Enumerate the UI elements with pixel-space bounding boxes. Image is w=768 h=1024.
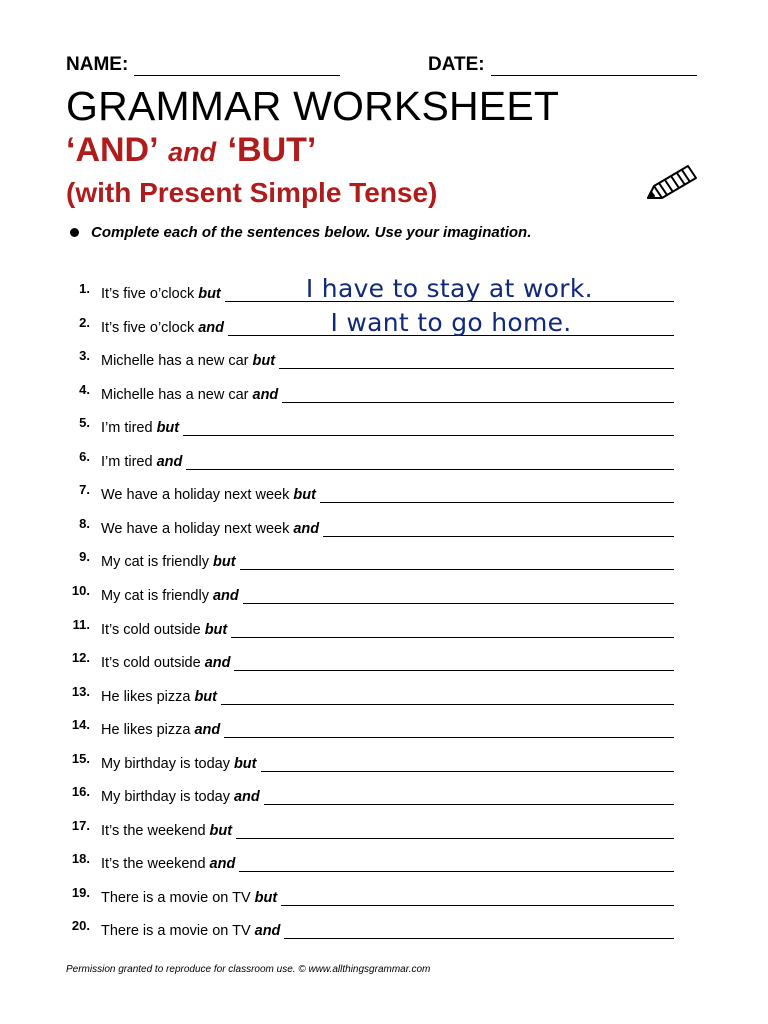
question-number: 18. (71, 851, 90, 867)
question-stem: It’s five o’clock (101, 319, 195, 336)
question-number: 17. (71, 817, 90, 833)
answer-line[interactable] (323, 520, 674, 537)
name-label: NAME: (66, 54, 129, 75)
question-conjunction: but (209, 822, 233, 839)
question-row (60, 481, 674, 503)
question-conjunction: and (252, 386, 279, 403)
question-number: 15. (71, 750, 90, 766)
question-stem: It’s cold outside (101, 655, 201, 672)
question-conjunction: and (233, 789, 260, 806)
question-row (60, 414, 674, 436)
answer-line[interactable] (224, 721, 674, 738)
answer-line[interactable] (240, 553, 674, 570)
name-field (66, 54, 340, 76)
question-conjunction: but (194, 688, 217, 705)
question-stem: It’s five o’clock (101, 286, 195, 302)
question-conjunction: but (252, 353, 276, 370)
question-row (60, 381, 674, 403)
header-row (66, 54, 706, 78)
question-stem: He likes pizza (101, 688, 191, 705)
instruction-text: Complete each of the sentences below. Use your imagination. (91, 224, 532, 241)
question-number: 4. (79, 381, 90, 397)
question-stem: My birthday is today (101, 789, 230, 806)
question-conjunction: but (156, 420, 180, 437)
worksheet-title: GRAMMAR WORKSHEET (66, 83, 560, 129)
question-conjunction: but (212, 554, 236, 571)
question-conjunction: but (198, 286, 221, 302)
answer-line[interactable] (320, 486, 674, 503)
question-row (60, 307, 674, 337)
question-conjunction: but (233, 755, 257, 772)
question-number: 11. (72, 616, 90, 632)
question-stem: My cat is friendly (101, 554, 209, 571)
question-conjunction: and (156, 453, 183, 470)
bullet-icon (70, 228, 79, 237)
question-row (60, 917, 674, 939)
question-row (60, 817, 674, 839)
question-stem: There is a movie on TV (101, 889, 251, 906)
question-number: 9. (79, 549, 90, 565)
question-row (60, 515, 674, 537)
date-label: DATE: (428, 54, 485, 75)
question-row (60, 850, 674, 872)
question-stem: It’s cold outside (101, 621, 201, 638)
question-row (60, 649, 674, 671)
handwritten-answer: I want to go home. (330, 307, 572, 337)
question-stem: I’m tired (101, 420, 153, 437)
worksheet-subtitle (66, 131, 316, 171)
question-row (60, 582, 674, 604)
answer-line[interactable] (186, 453, 674, 470)
question-stem: It’s the weekend (101, 822, 206, 839)
question-row (60, 347, 674, 369)
question-stem: We have a holiday next week (101, 487, 290, 504)
question-number: 20. (71, 918, 90, 934)
pencil-icon (640, 158, 702, 206)
question-conjunction: but (293, 487, 316, 504)
question-number: 16. (71, 784, 90, 800)
question-conjunction: and (293, 520, 320, 537)
question-number: 10. (71, 582, 90, 598)
question-number: 19. (71, 884, 90, 900)
answer-line[interactable] (281, 889, 674, 906)
question-row (60, 616, 674, 638)
question-stem: It’s the weekend (101, 856, 206, 873)
subtitle-conj: and (168, 137, 217, 167)
question-number: 1. (79, 281, 90, 296)
question-number: 12. (71, 650, 90, 666)
question-number: 7. (79, 482, 90, 498)
answer-line[interactable] (261, 755, 675, 772)
subtitle-but: ‘BUT’ (227, 131, 317, 169)
answer-line[interactable] (243, 587, 674, 604)
question-row (60, 683, 674, 705)
answer-line[interactable] (279, 352, 674, 369)
question-stem: My cat is friendly (101, 587, 209, 604)
question-number: 6. (79, 448, 90, 464)
question-stem: My birthday is today (101, 755, 230, 772)
footer-permission: Permission granted to reproduce for classroom use. © www.allthingsgrammar.com (66, 964, 431, 975)
question-row (60, 716, 674, 738)
answer-line[interactable] (183, 419, 674, 436)
question-stem: He likes pizza (101, 722, 191, 739)
date-field (428, 54, 697, 76)
instruction (70, 224, 710, 241)
question-conjunction: and (198, 319, 224, 336)
question-row (60, 750, 674, 772)
answer-line[interactable] (228, 307, 674, 337)
question-conjunction: and (212, 587, 239, 604)
question-conjunction: but (254, 889, 278, 906)
answer-line[interactable] (239, 855, 674, 872)
name-blank[interactable] (134, 57, 340, 76)
question-number: 8. (79, 515, 90, 531)
question-conjunction: and (194, 722, 221, 739)
question-number: 5. (79, 415, 90, 431)
question-row (60, 548, 674, 570)
question-stem: I’m tired (101, 453, 153, 470)
question-conjunction: and (254, 923, 281, 940)
question-row (60, 884, 674, 906)
question-row (60, 274, 674, 303)
worksheet-subtitle-tense: (with Present Simple Tense) (66, 177, 438, 208)
question-row (60, 448, 674, 470)
answer-line[interactable] (231, 621, 674, 638)
question-number: 13. (71, 683, 90, 699)
answer-line[interactable] (282, 386, 674, 403)
subtitle-and: ‘AND’ (66, 131, 157, 169)
answer-line[interactable] (225, 274, 674, 303)
question-conjunction: and (209, 856, 236, 873)
question-stem: We have a holiday next week (101, 520, 290, 537)
question-stem: Michelle has a new car (101, 386, 249, 403)
answer-line[interactable] (234, 654, 674, 671)
question-conjunction: but (204, 621, 228, 638)
answer-line[interactable] (284, 922, 674, 939)
answer-line[interactable] (236, 822, 674, 839)
question-number: 2. (79, 314, 90, 330)
answer-line[interactable] (221, 688, 674, 705)
question-conjunction: and (204, 655, 231, 672)
question-stem: Michelle has a new car (101, 353, 249, 370)
answer-line[interactable] (264, 788, 674, 805)
date-blank[interactable] (491, 57, 697, 76)
question-number: 14. (71, 717, 90, 733)
question-number: 3. (79, 348, 90, 364)
question-row (60, 783, 674, 805)
question-stem: There is a movie on TV (101, 923, 251, 940)
handwritten-answer: I have to stay at work. (305, 274, 593, 303)
